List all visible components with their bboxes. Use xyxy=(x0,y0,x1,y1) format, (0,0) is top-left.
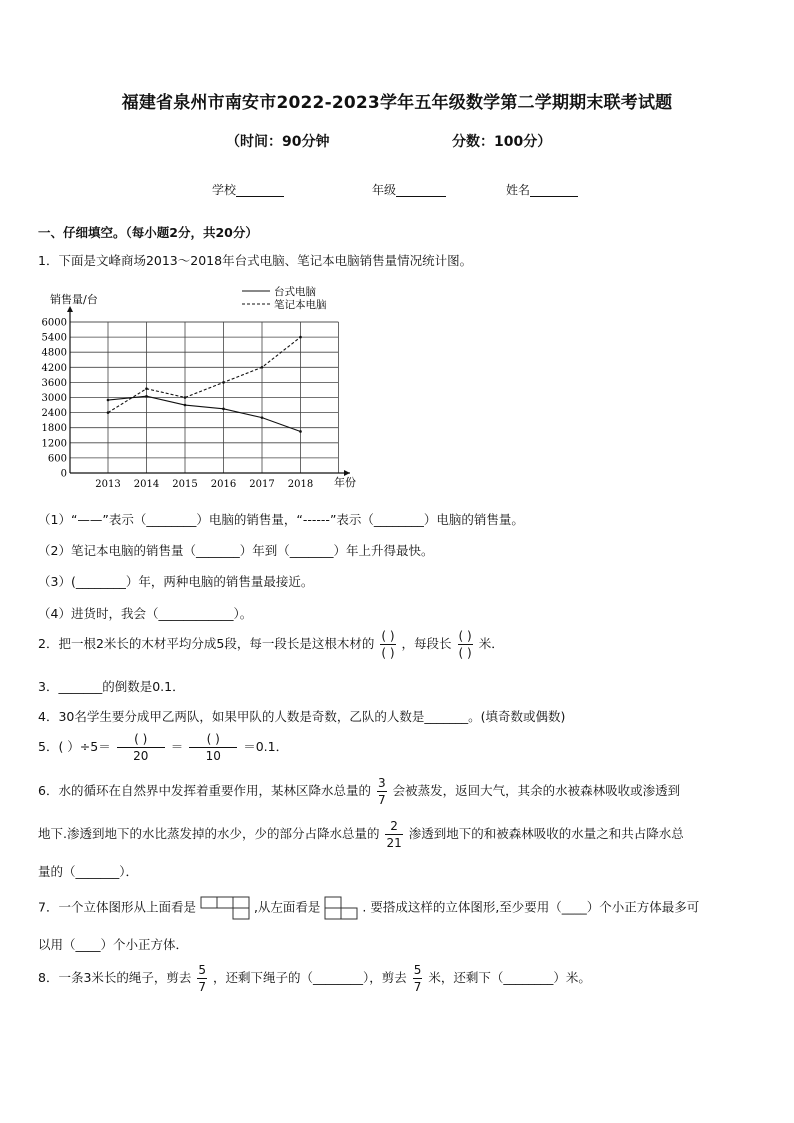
fraction-denominator[interactable]: ( ) xyxy=(381,646,395,660)
fraction-bar xyxy=(189,747,237,748)
question-6-line-2 xyxy=(38,820,684,849)
q8-text-a: 8．一条3米长的绳子，剪去 xyxy=(38,970,192,985)
q7-text-b: ,从左面看是 xyxy=(253,899,321,915)
data-point xyxy=(107,411,110,414)
name-field xyxy=(506,181,578,198)
fraction-numerator[interactable]: ( ) xyxy=(206,732,220,746)
q8-fraction-1 xyxy=(197,964,207,993)
sales-line-chart xyxy=(36,284,366,494)
fraction-numerator: 2 xyxy=(390,819,398,833)
q2-fraction-2 xyxy=(458,630,473,659)
question-6-line-1 xyxy=(38,777,680,806)
series-line-laptop xyxy=(108,337,301,413)
name-blank[interactable] xyxy=(530,184,578,197)
q6-text-d: 渗透到地下的和被森林吸收的水量之和共占降水总 xyxy=(408,826,684,841)
fraction-numerator[interactable]: ( ) xyxy=(381,629,395,643)
data-point xyxy=(261,416,264,419)
y-tick-label: 3600 xyxy=(41,377,67,389)
data-point xyxy=(145,395,148,398)
q6-fraction-1 xyxy=(377,777,387,806)
fraction-bar xyxy=(377,791,387,792)
y-tick-label: 6000 xyxy=(41,317,67,329)
x-tick-label: 2016 xyxy=(210,479,237,490)
q5-text-a: 5．( ）÷5＝ xyxy=(38,739,111,754)
figure-square xyxy=(233,908,249,919)
grade-blank[interactable] xyxy=(396,184,446,197)
x-tick-label: 2013 xyxy=(95,479,121,490)
figure-square xyxy=(217,897,233,908)
fraction-bar xyxy=(458,644,473,645)
figure-square xyxy=(233,897,249,908)
fraction-denominator: 10 xyxy=(205,749,221,763)
fraction-numerator: 3 xyxy=(377,776,386,790)
data-point xyxy=(299,430,302,433)
fraction-bar xyxy=(380,644,395,645)
x-tick-label: 2015 xyxy=(172,479,198,490)
data-point xyxy=(107,399,110,402)
chart-xlabel: 年份 xyxy=(334,476,356,489)
question-4: 4．30名学生要分成甲乙两队，如果甲队的人数是奇数，乙队的人数是_______。(填奇数或偶数) xyxy=(38,709,566,724)
data-point xyxy=(222,381,225,384)
y-tick-label: 2400 xyxy=(41,408,67,420)
fraction-numerator[interactable]: ( ) xyxy=(134,732,148,746)
legend-label: 笔记本电脑 xyxy=(274,299,327,311)
fraction-denominator: 7 xyxy=(377,793,386,807)
name-label: 姓名 xyxy=(506,183,531,197)
data-point xyxy=(145,387,148,390)
y-tick-label: 0 xyxy=(60,468,67,480)
y-tick-label: 4800 xyxy=(41,347,67,359)
question-1-1: （1）“——”表示（________）电脑的销售量，“------”表示（________）电脑的销售量。 xyxy=(38,512,524,527)
q5-fraction-1 xyxy=(117,733,165,762)
series-line-desktop xyxy=(108,396,301,431)
school-label: 学校 xyxy=(212,183,237,197)
q8-text-b: ，还剩下绳子的（________），剪去 xyxy=(213,970,407,985)
question-1-4: （4）进货时，我会（____________）。 xyxy=(38,606,253,621)
section-heading: 一、仔细填空。（每小题2分，共20分） xyxy=(38,225,258,240)
fraction-bar xyxy=(385,834,402,835)
question-7-line-1 xyxy=(38,896,699,920)
fraction-numerator: 5 xyxy=(198,963,207,977)
question-1: 1．下面是文峰商场2013～2018年台式电脑、笔记本电脑销售量情况统计图。 xyxy=(38,253,473,268)
y-tick-label: 5400 xyxy=(41,332,67,344)
grade-label: 年级 xyxy=(372,183,397,197)
q6-text-b: 会被蒸发，返回大气，其余的水被森林吸收或渗透到 xyxy=(392,783,681,798)
question-5 xyxy=(38,733,288,762)
figure-square xyxy=(341,908,357,919)
q6-fraction-2 xyxy=(385,820,402,849)
x-tick-label: 2018 xyxy=(287,479,314,490)
fraction-denominator: 7 xyxy=(413,980,422,994)
figure-square xyxy=(201,897,217,908)
fraction-numerator[interactable]: ( ) xyxy=(458,629,472,643)
fraction-bar xyxy=(117,747,165,748)
chart-grid xyxy=(70,322,339,473)
grade-field xyxy=(372,181,446,198)
fraction-bar xyxy=(413,978,423,979)
x-tick-label: 2017 xyxy=(249,479,275,490)
exam-score: 分数：100分） xyxy=(452,134,552,150)
legend-label: 台式电脑 xyxy=(274,286,316,298)
data-point xyxy=(184,396,187,399)
y-tick-label: 3000 xyxy=(41,393,67,404)
y-axis-arrow xyxy=(67,306,73,312)
q6-text-a: 6．水的循环在自然界中发挥着重要作用，某林区降水总量的 xyxy=(38,783,371,798)
page-title: 福建省泉州市南安市2022-2023学年五年级数学第二学期期末联考试题 xyxy=(121,93,673,113)
y-tick-label: 1200 xyxy=(41,438,67,450)
q2-text-b: ，每段长 xyxy=(401,636,452,651)
q8-text-c: 米，还剩下（________）米。 xyxy=(428,970,591,985)
figure-square xyxy=(325,897,341,908)
chart-legend xyxy=(242,285,327,311)
y-tick-label: 1800 xyxy=(41,423,67,435)
q7-text-c: . 要搭成这样的立体图形,至少要用（____）个小正方体最多可 xyxy=(362,899,700,915)
question-7-line-2: 以用（____）个小正方体． xyxy=(38,937,189,952)
q5-text-end: ＝0.1． xyxy=(243,739,289,754)
question-3: 3．_______的倒数是0.1． xyxy=(38,679,185,694)
figure-square xyxy=(325,908,341,919)
y-tick-label: 4200 xyxy=(41,362,67,374)
fraction-bar xyxy=(197,978,207,979)
q2-fraction-1 xyxy=(380,630,395,659)
school-field xyxy=(212,181,284,198)
q7-text-a: 7．一个立体图形从上面看是 xyxy=(38,899,196,915)
q2-text-a: 2．把一根2米长的木材平均分成5段，每一段长是这根木材的 xyxy=(38,636,375,651)
question-8 xyxy=(38,964,591,993)
fraction-denominator: 7 xyxy=(198,980,207,994)
q5-fraction-2 xyxy=(189,733,237,762)
fraction-denominator: 20 xyxy=(133,749,149,763)
data-point xyxy=(261,366,264,369)
q6-text-c: 地下.渗透到地下的水比蒸发掉的水少，少的部分占降水总量的 xyxy=(38,826,380,841)
left-view-figure xyxy=(324,896,358,920)
school-blank[interactable] xyxy=(236,184,284,197)
question-6-line-3: 量的（_______）． xyxy=(38,864,139,879)
fraction-denominator: 21 xyxy=(386,836,402,850)
data-point xyxy=(184,404,187,407)
fraction-numerator: 5 xyxy=(413,963,422,977)
question-1-3: （3）(________）年，两种电脑的销售量最接近。 xyxy=(38,574,314,589)
q8-fraction-2 xyxy=(413,964,423,993)
q5-equals: ＝ xyxy=(170,739,184,754)
question-2 xyxy=(38,630,504,659)
data-point xyxy=(299,336,302,339)
fraction-denominator[interactable]: ( ) xyxy=(458,646,472,660)
y-tick-label: 600 xyxy=(47,453,67,465)
data-point xyxy=(222,408,225,411)
top-view-figure xyxy=(200,896,250,920)
chart-series xyxy=(107,336,302,433)
q2-text-c: 米． xyxy=(478,636,504,651)
chart-axes xyxy=(67,306,350,476)
question-1-2: （2）笔记本电脑的销售量（_______）年到（_______）年上升得最快。 xyxy=(38,543,434,558)
chart-ylabel: 销售量/台 xyxy=(50,293,98,306)
x-tick-label: 2014 xyxy=(133,479,160,490)
exam-time: （时间：90分钟 xyxy=(226,134,330,150)
